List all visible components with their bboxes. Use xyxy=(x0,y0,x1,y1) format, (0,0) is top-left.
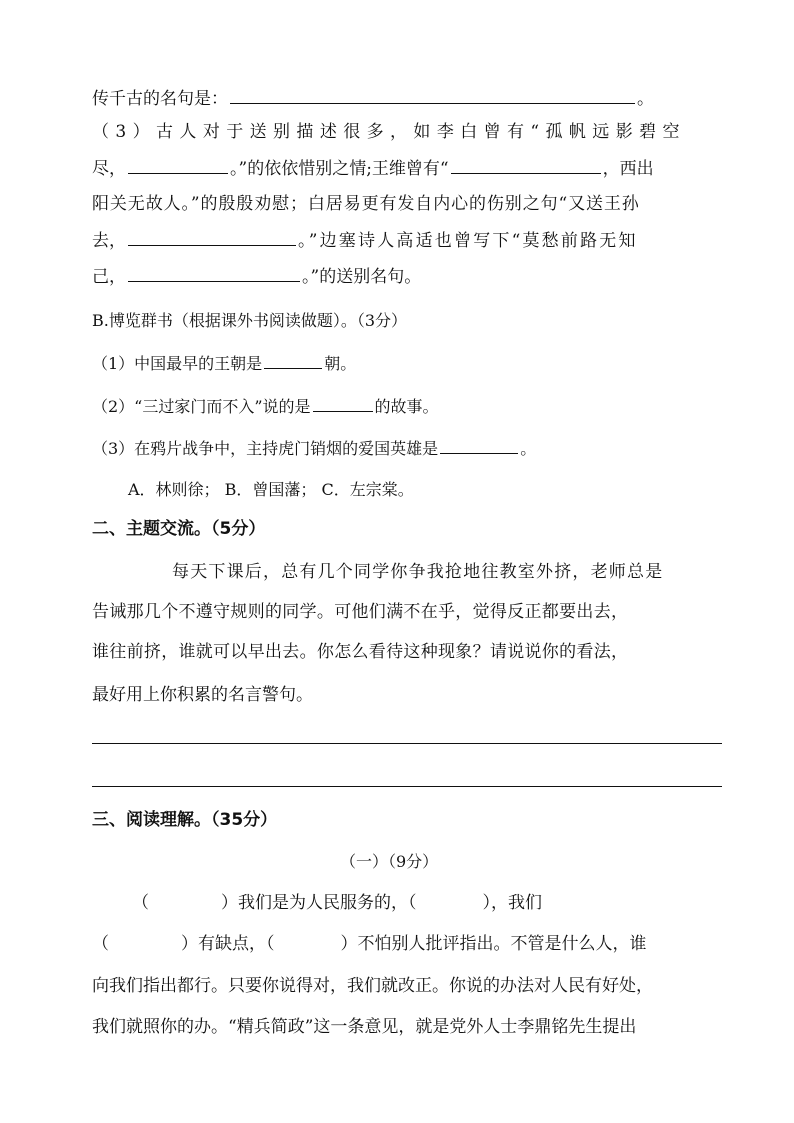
text: B.博览群书（根据课外书阅读做题）。（3分） xyxy=(92,311,408,330)
line-q3-intro xyxy=(92,121,686,143)
text: 三、阅读理解。（35分） xyxy=(92,810,278,830)
reading-line-3 xyxy=(92,975,653,997)
answer-blank[interactable] xyxy=(128,229,296,246)
text: （1）中国最早的王朝是 xyxy=(92,354,263,373)
text: （ xyxy=(132,893,149,913)
answer-blank[interactable] xyxy=(451,157,601,174)
line-famous-quote xyxy=(92,87,654,110)
answer-line-2[interactable] xyxy=(92,786,722,787)
section-b-q2 xyxy=(92,395,439,418)
line-q3-4 xyxy=(92,229,638,252)
reading-line-1 xyxy=(132,892,542,914)
answer-blank[interactable] xyxy=(230,87,635,104)
answer-line-1[interactable] xyxy=(92,743,722,744)
reading-line-2 xyxy=(92,933,647,955)
text: （3）古人对于送别描述很多，如李白曾有“孤帆远影碧空 xyxy=(92,122,686,142)
section-2-heading xyxy=(92,518,265,540)
text: （ xyxy=(92,934,109,954)
text: 。 xyxy=(520,439,537,458)
answer-blank[interactable] xyxy=(313,395,373,412)
text: ）不怕别人批评指出。不管是什么人，谁 xyxy=(340,934,647,954)
text: 。 xyxy=(637,89,654,109)
text: 去， xyxy=(92,231,126,251)
section-3-subtitle xyxy=(340,851,438,873)
text: 朝。 xyxy=(324,354,357,373)
section-2-p1 xyxy=(172,561,663,583)
section-3-heading xyxy=(92,809,277,831)
section-b-title xyxy=(92,310,407,332)
text: 。”的送别名句。 xyxy=(302,267,422,287)
text: ，西出 xyxy=(602,159,654,179)
section-2-p2 xyxy=(92,601,628,623)
text: ），我们 xyxy=(482,893,542,913)
section-2-p4 xyxy=(92,684,313,706)
text: 谁往前挤，谁就可以早出去。你怎么看待这种现象？请说说你的看法， xyxy=(92,642,629,662)
text: 。”边塞诗人高适也曾写下“莫愁前路无知 xyxy=(298,231,638,251)
text: ）我们是为人民服务的，（ xyxy=(221,893,417,913)
line-q3-2 xyxy=(92,157,654,180)
section-2-p3 xyxy=(92,641,628,663)
text: 告诫那几个不遵守规则的同学。可他们满不在乎，觉得反正都要出去， xyxy=(92,602,629,622)
text: （3）在鸦片战争中，主持虎门销烟的爱国英雄是 xyxy=(92,439,439,458)
text: 的故事。 xyxy=(374,397,439,416)
line-q3-5 xyxy=(92,265,421,288)
text: 阳关无故人。”的殷殷劝慰；白居易更有发自内心的伤别之句“又送王孙 xyxy=(92,194,640,214)
text: 。”的依依惜别之情;王维曾有“ xyxy=(230,159,449,179)
answer-blank[interactable] xyxy=(128,157,228,174)
text: 己， xyxy=(92,267,126,287)
text: ）有缺点，（ xyxy=(181,934,275,954)
text: 二、主题交流。（5分） xyxy=(92,519,266,539)
text: 传千古的名句是： xyxy=(92,89,228,109)
answer-blank[interactable] xyxy=(264,352,322,369)
line-q3-3 xyxy=(92,193,640,215)
section-b-options xyxy=(128,479,414,501)
reading-line-4 xyxy=(92,1016,636,1038)
answer-blank[interactable] xyxy=(440,437,518,454)
text: 向我们指出都行。只要你说得对，我们就改正。你说的办法对人民有好处， xyxy=(92,976,653,996)
text: A．林则徐； B．曾国藩； C．左宗棠。 xyxy=(128,480,414,499)
section-b-q3 xyxy=(92,437,536,460)
text: 每天下课后，总有几个同学你争我抢地往教室外挤，老师总是 xyxy=(172,562,664,582)
answer-blank[interactable] xyxy=(128,265,300,282)
text: 最好用上你积累的名言警句。 xyxy=(92,685,313,705)
text: （一）（9分） xyxy=(340,852,439,871)
text: （2）“三过家门而不入”说的是 xyxy=(92,397,311,416)
text: 我们就照你的办。“精兵简政”这一条意见，就是党外人士李鼎铭先生提出 xyxy=(92,1017,637,1037)
section-b-q1 xyxy=(92,352,356,375)
text: 尽， xyxy=(92,159,126,179)
